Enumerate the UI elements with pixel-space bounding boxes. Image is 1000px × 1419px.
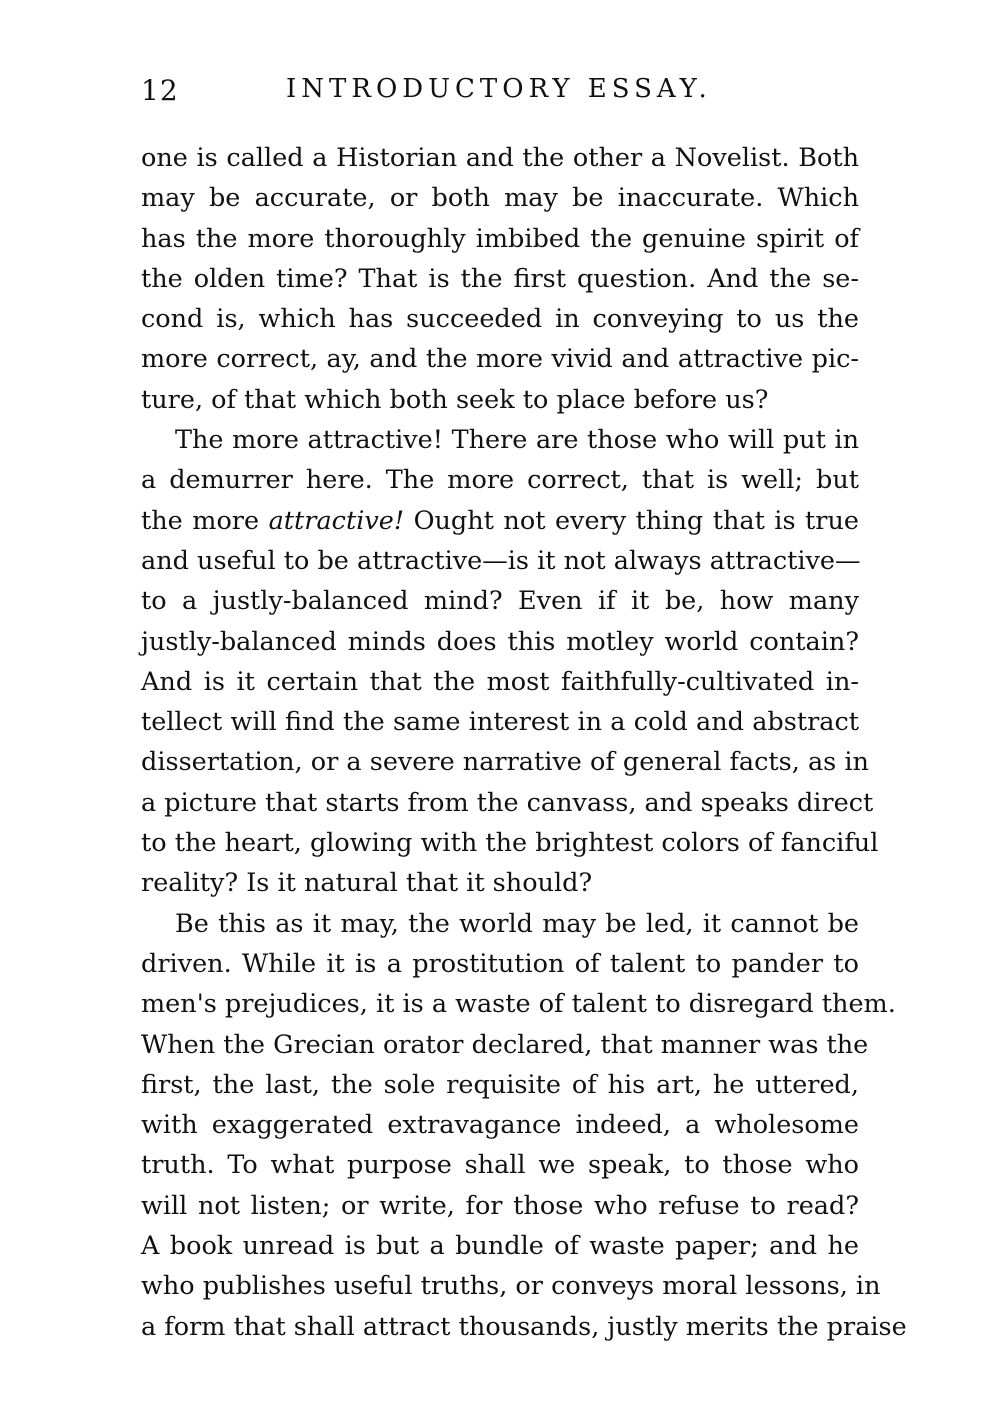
- text-line: more correct, ay, and the more vivid and attractive pic-: [141, 344, 859, 375]
- text-line: reality? Is it natural that it should?: [141, 868, 593, 899]
- text-line: a form that shall attract thousands, justly merits the praise: [141, 1311, 907, 1342]
- text-line: one is called a Historian and the other a Novelist. Both: [141, 143, 859, 173]
- text-line: ture, of that which both seek to place before us?: [141, 384, 769, 415]
- text-line: Be this as it may, the world may be led, it cannot be: [175, 908, 859, 939]
- text-run: Ought not every thing that is true: [404, 505, 859, 536]
- essay-body: [141, 138, 907, 1347]
- italic-text: attractive!: [268, 505, 405, 536]
- page-number: 12: [141, 74, 179, 107]
- text-line: a demurrer here. The more correct, that is well; but: [141, 465, 859, 496]
- text-line: justly-balanced minds does this motley world contain?: [141, 626, 859, 657]
- text-line: And is it certain that the most faithfully-cultivated in-: [141, 666, 859, 697]
- text-line: to a justly-balanced mind? Even if it be, how many: [141, 586, 859, 617]
- text-line: and useful to be attractive—is it not always attractive—: [141, 545, 861, 576]
- text-line: tellect will find the same interest in a cold and abstract: [141, 707, 859, 738]
- text-line: truth. To what purpose shall we speak, to those who: [141, 1150, 859, 1181]
- text-line: a picture that starts from the canvass, and speaks direct: [141, 787, 874, 818]
- page-header: [141, 74, 861, 114]
- text-line: the olden time? That is the first question. And the se-: [141, 263, 859, 294]
- text-line: first, the last, the sole requisite of his art, he uttered,: [141, 1069, 859, 1100]
- text-line: A book unread is but a bundle of waste paper; and he: [141, 1231, 859, 1262]
- text-line: dissertation, or a severe narrative of general facts, as in: [141, 747, 869, 778]
- text-line-mixed: [141, 501, 859, 541]
- text-line: with exaggerated extravagance indeed, a wholesome: [141, 1110, 859, 1141]
- text-line: to the heart, glowing with the brightest colors of fanciful: [141, 828, 879, 859]
- text-line: who publishes useful truths, or conveys moral lessons, in: [141, 1271, 881, 1302]
- text-line: will not listen; or write, for those who refuse to read?: [141, 1190, 859, 1221]
- text-line: may be accurate, or both may be inaccurate. Which: [141, 183, 859, 214]
- text-line: cond is, which has succeeded in conveying to us the: [141, 304, 859, 335]
- text-line: When the Grecian orator declared, that manner was the: [141, 1029, 869, 1060]
- text-line: men's prejudices, it is a waste of talent to disregard them.: [141, 989, 896, 1020]
- text-line: driven. While it is a prostitution of talent to pander to: [141, 948, 859, 979]
- running-head: INTRODUCTORY ESSAY.: [286, 74, 712, 104]
- text-line: The more attractive! There are those who will put in: [175, 425, 859, 456]
- text-line: has the more thoroughly imbibed the genuine spirit of: [141, 223, 859, 254]
- text-run: the more: [141, 505, 269, 536]
